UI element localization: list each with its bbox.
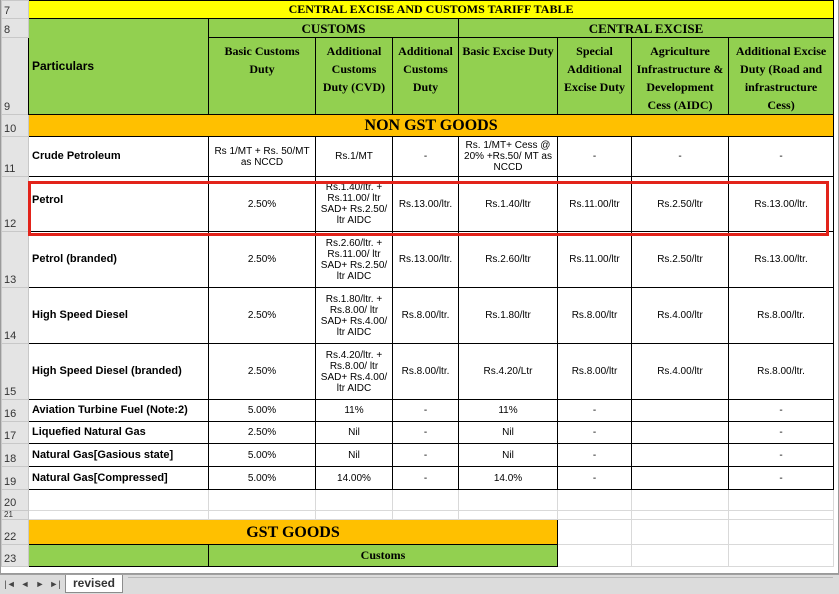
row-header[interactable]: 17 (2, 422, 29, 444)
empty-cell[interactable] (316, 511, 393, 520)
cell-basic-customs[interactable]: 2.50% (209, 288, 316, 344)
row-21 (2, 511, 834, 520)
cell-road-cess[interactable]: - (729, 444, 834, 467)
cell-basic-customs[interactable]: 2.50% (209, 232, 316, 288)
row-header[interactable]: 9 (2, 38, 29, 115)
cell-special-additional[interactable]: Rs.8.00/ltr (558, 344, 632, 400)
cell-special-additional[interactable]: - (558, 444, 632, 467)
cell-road-cess[interactable]: - (729, 467, 834, 490)
empty-cell[interactable] (729, 511, 834, 520)
cell-basic-excise[interactable]: Rs.1.40/ltr (459, 177, 558, 232)
empty-cell[interactable] (459, 490, 558, 511)
empty-cell[interactable] (209, 490, 316, 511)
row-7 (2, 1, 834, 19)
cell-special-additional[interactable]: Rs.11.00/ltr (558, 232, 632, 288)
cell-cvd[interactable]: Nil (316, 422, 393, 444)
cell-road-cess[interactable]: Rs.13.00/ltr. (729, 232, 834, 288)
empty-cell[interactable] (316, 490, 393, 511)
cell-additional-customs[interactable]: - (393, 137, 459, 177)
table-row (2, 137, 834, 177)
cell-road-cess[interactable]: Rs.8.00/ltr. (729, 344, 834, 400)
row-header[interactable]: 16 (2, 400, 29, 422)
row-20 (2, 490, 834, 511)
empty-cell[interactable] (558, 545, 632, 567)
cell-basic-customs[interactable]: 2.50% (209, 344, 316, 400)
cell-particulars[interactable]: Petrol (29, 177, 209, 232)
cell-aidc[interactable] (632, 400, 729, 422)
cell-aidc[interactable] (632, 422, 729, 444)
additional-customs-duty-header[interactable]: Additional Customs Duty (393, 38, 459, 115)
cell-aidc[interactable]: Rs.4.00/ltr (632, 288, 729, 344)
table-row (2, 344, 834, 400)
row-header[interactable]: 21 (2, 511, 29, 520)
row-22 (2, 520, 834, 545)
cell-basic-customs[interactable]: 5.00% (209, 444, 316, 467)
central-excise-group-header[interactable]: CENTRAL EXCISE (459, 19, 834, 38)
empty-cell[interactable] (558, 490, 632, 511)
cell-additional-customs[interactable]: Rs.13.00/ltr. (393, 232, 459, 288)
cell-basic-excise[interactable]: Nil (459, 444, 558, 467)
empty-cell[interactable] (393, 490, 459, 511)
cell-road-cess[interactable]: - (729, 137, 834, 177)
basic-customs-duty-header[interactable]: Basic Customs Duty (209, 38, 316, 115)
cell-basic-excise[interactable]: Nil (459, 422, 558, 444)
non-gst-goods-band[interactable]: NON GST GOODS (29, 115, 834, 137)
cell-particulars[interactable]: Liquefied Natural Gas (29, 422, 209, 444)
cell-cvd[interactable]: Rs.1.80/ltr. + Rs.8.00/ ltr SAD+ Rs.4.00/ ltr AIDC (316, 288, 393, 344)
next-sheet-icon[interactable]: ► (35, 579, 45, 589)
empty-cell[interactable] (632, 511, 729, 520)
cell-road-cess[interactable]: Rs.13.00/ltr. (729, 177, 834, 232)
row-header[interactable]: 13 (2, 232, 29, 288)
cell-aidc[interactable]: - (632, 137, 729, 177)
aidc-header[interactable]: Agriculture Infrastructure & Development Cess (AIDC) (632, 38, 729, 115)
cell-additional-customs[interactable]: - (393, 422, 459, 444)
cell-particulars[interactable]: Aviation Turbine Fuel (Note:2) (29, 400, 209, 422)
empty-cell[interactable] (632, 490, 729, 511)
cell-road-cess[interactable]: - (729, 422, 834, 444)
cell-particulars[interactable]: High Speed Diesel (29, 288, 209, 344)
cell-additional-customs[interactable]: - (393, 400, 459, 422)
empty-cell[interactable] (558, 511, 632, 520)
cell-basic-customs[interactable]: 5.00% (209, 400, 316, 422)
cell-basic-customs[interactable]: Rs 1/MT + Rs. 50/MT as NCCD (209, 137, 316, 177)
cell-road-cess[interactable]: - (729, 400, 834, 422)
empty-cell[interactable] (209, 511, 316, 520)
row-header[interactable]: 20 (2, 490, 29, 511)
row-8 (2, 19, 834, 38)
empty-cell[interactable] (558, 520, 632, 545)
cell-particulars[interactable]: High Speed Diesel (branded) (29, 344, 209, 400)
cell-cvd[interactable]: 11% (316, 400, 393, 422)
table-title[interactable]: CENTRAL EXCISE AND CUSTOMS TARIFF TABLE (29, 1, 834, 19)
cell-special-additional[interactable]: - (558, 422, 632, 444)
cell-cvd[interactable]: 14.00% (316, 467, 393, 490)
cell-cvd[interactable]: Rs.1/MT (316, 137, 393, 177)
cell-cvd[interactable]: Nil (316, 444, 393, 467)
empty-cell[interactable] (29, 490, 209, 511)
table-row (2, 444, 834, 467)
row-header[interactable]: 7 (2, 1, 29, 19)
customs-group-header[interactable]: CUSTOMS (209, 19, 459, 38)
cell-special-additional[interactable]: Rs.8.00/ltr (558, 288, 632, 344)
cell-basic-excise[interactable]: Rs.2.60/ltr (459, 232, 558, 288)
row-header[interactable]: 19 (2, 467, 29, 490)
tariff-table (1, 0, 834, 567)
table-row (2, 177, 834, 232)
empty-cell[interactable] (729, 520, 834, 545)
additional-customs-cvd-header[interactable]: Additional Customs Duty (CVD) (316, 38, 393, 115)
cell-basic-customs[interactable]: 5.00% (209, 467, 316, 490)
cell-additional-customs[interactable]: Rs.8.00/ltr. (393, 288, 459, 344)
cell-special-additional[interactable]: Rs.11.00/ltr (558, 177, 632, 232)
particulars-header[interactable]: Particulars (29, 19, 209, 115)
cell-aidc[interactable]: Rs.2.50/ltr (632, 232, 729, 288)
cell-particulars[interactable]: Crude Petroleum (29, 137, 209, 177)
empty-cell[interactable] (29, 511, 209, 520)
empty-cell[interactable] (393, 511, 459, 520)
cell-aidc[interactable]: Rs.4.00/ltr (632, 344, 729, 400)
last-sheet-icon[interactable]: ►| (49, 579, 61, 589)
table-row (2, 288, 834, 344)
cell-particulars[interactable]: Natural Gas[Compressed] (29, 467, 209, 490)
row-header[interactable]: 11 (2, 137, 29, 177)
table-row (2, 422, 834, 444)
empty-cell[interactable] (632, 520, 729, 545)
cell-basic-excise[interactable]: Rs. 1/MT+ Cess @ 20% +Rs.50/ MT as NCCD (459, 137, 558, 177)
row-header[interactable]: 18 (2, 444, 29, 467)
row-header[interactable]: 12 (2, 177, 29, 232)
empty-cell[interactable] (729, 545, 834, 567)
row-23 (2, 545, 834, 567)
tab-revised[interactable]: revised (65, 575, 123, 593)
cell-special-additional[interactable]: - (558, 137, 632, 177)
cell-cvd[interactable]: Rs.2.60/ltr. + Rs.11.00/ ltr SAD+ Rs.2.50/ ltr AIDC (316, 232, 393, 288)
cell-aidc[interactable] (632, 444, 729, 467)
empty-cell[interactable] (632, 545, 729, 567)
cell-basic-excise[interactable]: 14.0% (459, 467, 558, 490)
gst-customs-header[interactable]: Customs (209, 545, 558, 567)
cell-cvd[interactable]: Rs.4.20/ltr. + Rs.8.00/ ltr SAD+ Rs.4.00/ ltr AIDC (316, 344, 393, 400)
cell-basic-excise[interactable]: Rs.1.80/ltr (459, 288, 558, 344)
empty-cell[interactable] (729, 490, 834, 511)
cell-particulars[interactable]: Natural Gas[Gasious state] (29, 444, 209, 467)
table-row (2, 400, 834, 422)
cell-additional-customs[interactable]: - (393, 444, 459, 467)
row-header[interactable]: 14 (2, 288, 29, 344)
prev-sheet-icon[interactable]: ◄ (20, 579, 30, 589)
row-header[interactable]: 15 (2, 344, 29, 400)
cell-basic-excise[interactable]: 11% (459, 400, 558, 422)
cell-special-additional[interactable]: - (558, 400, 632, 422)
cell-basic-customs[interactable]: 2.50% (209, 422, 316, 444)
cell-additional-customs[interactable]: Rs.13.00/ltr. (393, 177, 459, 232)
tab-bar-divider (128, 577, 833, 578)
cell-aidc[interactable]: Rs.2.50/ltr (632, 177, 729, 232)
road-cess-header[interactable]: Additional Excise Duty (Road and infrastructure Cess) (729, 38, 834, 115)
table-row (2, 232, 834, 288)
basic-excise-duty-header[interactable]: Basic Excise Duty (459, 38, 558, 115)
sheet-tab-bar (0, 574, 839, 594)
row-10 (2, 115, 834, 137)
table-row (2, 467, 834, 490)
cell-aidc[interactable] (632, 467, 729, 490)
row-header[interactable]: 8 (2, 19, 29, 38)
cell-road-cess[interactable]: Rs.8.00/ltr. (729, 288, 834, 344)
cell-additional-customs[interactable]: Rs.8.00/ltr. (393, 344, 459, 400)
cell-basic-customs[interactable]: 2.50% (209, 177, 316, 232)
special-additional-excise-header[interactable]: Special Additional Excise Duty (558, 38, 632, 115)
row-header[interactable]: 23 (2, 545, 29, 567)
empty-cell[interactable] (459, 511, 558, 520)
cell-basic-excise[interactable]: Rs.4.20/Ltr (459, 344, 558, 400)
gst-particulars-cell[interactable] (29, 545, 209, 567)
row-header[interactable]: 10 (2, 115, 29, 137)
cell-additional-customs[interactable]: - (393, 467, 459, 490)
row-header[interactable]: 22 (2, 520, 29, 545)
first-sheet-icon[interactable]: |◄ (4, 579, 16, 589)
cell-special-additional[interactable]: - (558, 467, 632, 490)
cell-particulars[interactable]: Petrol (branded) (29, 232, 209, 288)
cell-cvd[interactable]: Rs.1.40/ltr. + Rs.11.00/ ltr SAD+ Rs.2.50/ ltr AIDC (316, 177, 393, 232)
gst-goods-band[interactable]: GST GOODS (29, 520, 558, 545)
